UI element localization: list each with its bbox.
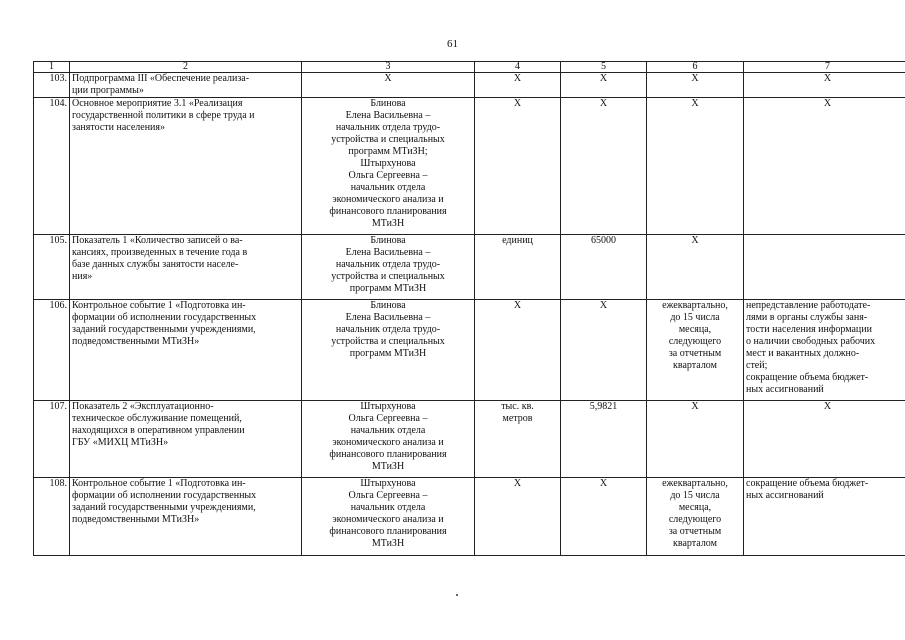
scan-speck [456,594,458,596]
row-responsible: Штырхунова Ольга Сергеевна – начальник отдела экономического анализа и финансового планирования МТиЗН [302,478,475,556]
row-risks: непредставление работодате- лями в органы службы заня- тости населения информации о наличии свободных рабочих мест и вакантных должно- стей; сокращение объема бюджет- ных ассигнований [744,300,905,401]
table-row [34,478,905,556]
row-risks: сокращение объема бюджет- ных ассигнований [744,478,905,556]
row-number: 108. [34,478,70,556]
row-responsible: Х [302,73,475,98]
column-header: 5 [561,62,647,73]
column-header: 7 [744,62,905,73]
row-responsible: Штырхунова Ольга Сергеевна – начальник отдела экономического анализа и финансового планирования МТиЗН [302,401,475,478]
row-risks [744,235,905,300]
row-name: Показатель 2 «Эксплуатационно- техническое обслуживание помещений, находящихся в оперативном управлении ГБУ «МИХЦ МТиЗН» [70,401,302,478]
row-value: 65000 [561,235,647,300]
row-unit: Х [475,98,561,235]
row-number: 107. [34,401,70,478]
column-header: 6 [647,62,744,73]
page-number: 61 [447,38,458,50]
column-header: 2 [70,62,302,73]
row-name: Контрольное событие 1 «Подготовка ин- формации об исполнении государственных заданий государственными учреждениями, подведомственными МТиЗН» [70,478,302,556]
row-number: 105. [34,235,70,300]
row-value: Х [561,478,647,556]
row-deadline: Х [647,235,744,300]
row-number: 106. [34,300,70,401]
table-row [34,73,905,98]
table-row [34,235,905,300]
row-name: Подпрограмма III «Обеспечение реализа- ции программы» [70,73,302,98]
column-number-row [34,62,905,73]
row-value: Х [561,300,647,401]
row-number: 104. [34,98,70,235]
row-unit: тыс. кв. метров [475,401,561,478]
row-deadline: Х [647,73,744,98]
row-name: Контрольное событие 1 «Подготовка ин- формации об исполнении государственных заданий государственными учреждениями, подведомственными МТиЗН» [70,300,302,401]
row-deadline: ежеквартально, до 15 числа месяца, следующего за отчетным кварталом [647,300,744,401]
row-name: Показатель 1 «Количество записей о ва- кансиях, произведенных в течение года в базе данных службы занятости населе- ния» [70,235,302,300]
row-unit: единиц [475,235,561,300]
row-unit: Х [475,300,561,401]
row-risks: Х [744,98,905,235]
row-deadline: Х [647,401,744,478]
row-responsible: Блинова Елена Васильевна – начальник отдела трудо- устройства и специальных программ МТиЗН [302,300,475,401]
row-name: Основное мероприятие 3.1 «Реализация государственной политики в сфере труда и занятости населения» [70,98,302,235]
row-deadline: ежеквартально, до 15 числа месяца, следующего за отчетным кварталом [647,478,744,556]
row-responsible: Блинова Елена Васильевна – начальник отдела трудо- устройства и специальных программ МТиЗН [302,235,475,300]
row-responsible: Блинова Елена Васильевна – начальник отдела трудо- устройства и специальных программ МТиЗН; Штырхунова Ольга Сергеевна – начальник отдела экономического анализа и финансового планирования МТиЗН [302,98,475,235]
row-risks: Х [744,73,905,98]
row-risks: Х [744,401,905,478]
row-value: Х [561,73,647,98]
row-value: Х [561,98,647,235]
column-header: 3 [302,62,475,73]
table-row [34,98,905,235]
table-row [34,401,905,478]
row-number: 103. [34,73,70,98]
column-header: 1 [34,62,70,73]
column-header: 4 [475,62,561,73]
row-unit: Х [475,478,561,556]
row-deadline: Х [647,98,744,235]
row-unit: Х [475,73,561,98]
row-value: 5,9821 [561,401,647,478]
table-row [34,300,905,401]
program-table [33,61,905,556]
